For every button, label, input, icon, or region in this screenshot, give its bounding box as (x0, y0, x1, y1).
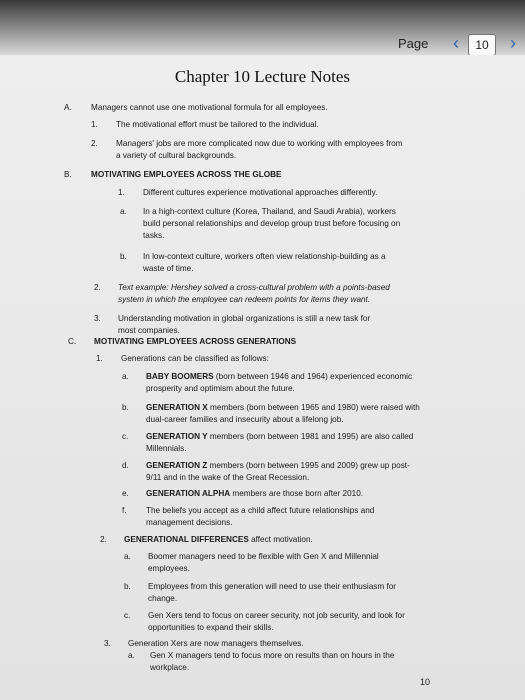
section-b-heading: MOTIVATING EMPLOYEES ACROSS THE GLOBE (91, 170, 282, 179)
generation-desc: members are those born after 2010. (230, 489, 364, 498)
list-item-label: a. (122, 372, 129, 381)
section-c-label: C. (68, 337, 77, 346)
list-item-text (146, 402, 420, 414)
list-item-label: c. (124, 611, 131, 620)
list-item-text: Gen Xers tend to focus on career security, not job security, and look for (148, 611, 405, 620)
list-item-label: f. (122, 506, 127, 515)
list-item-text: Understanding motivation in global organizations is still a new task for (118, 314, 371, 323)
list-item-text: waste of time. (143, 264, 194, 273)
list-item-text: Text example: Hershey solved a cross-cultural problem with a points-based (118, 283, 390, 292)
list-item-label: 2. (94, 283, 101, 292)
list-item-text: Generation Xers are now managers themselves. (128, 639, 304, 648)
list-item-text: management decisions. (146, 518, 233, 527)
list-item-label: 1. (96, 354, 103, 363)
section-a-text: Managers cannot use one motivational formula for all employees. (91, 103, 328, 112)
generation-name: GENERATION ALPHA (146, 489, 231, 498)
list-item-text: dual-career families and insecurity about a lifelong job. (146, 415, 344, 424)
generation-name: GENERATION X (146, 403, 208, 412)
list-item-text: Gen X managers tend to focus more on results than on hours in the (150, 651, 395, 660)
list-item-label: b. (124, 582, 131, 591)
generational-differences-rest: affect motivation. (248, 535, 313, 544)
list-item-label: b. (122, 403, 129, 412)
list-item-text: The motivational effort must be tailored to the individual. (116, 120, 319, 129)
list-item-text: build personal relationships and develop group trust before focusing on (143, 219, 401, 228)
generation-desc: members (born between 1965 and 1980) were raised with (207, 403, 420, 412)
list-item-text: In low-context culture, workers often view relationship-building as a (143, 252, 386, 261)
section-a-label: A. (64, 103, 72, 112)
list-item-text (146, 488, 363, 500)
chevron-right-icon[interactable]: › (510, 33, 516, 53)
page-number: 10 (420, 677, 431, 687)
list-item-text (146, 460, 410, 472)
generation-name: GENERATION Y (146, 432, 208, 441)
list-item-label: c. (122, 432, 129, 441)
generation-desc: members (born between 1981 and 1995) are also called (207, 432, 414, 441)
chevron-left-icon[interactable]: ‹ (453, 33, 459, 53)
generational-differences: GENERATIONAL DIFFERENCES (124, 535, 249, 544)
list-item-text: employees. (148, 564, 190, 573)
list-item-text: Managers' jobs are more complicated now due to working with employees from (116, 139, 403, 148)
list-item-label: 3. (104, 639, 111, 648)
list-item-text (124, 534, 313, 546)
list-item-text: a variety of cultural backgrounds. (116, 151, 237, 160)
list-item-text (146, 431, 413, 443)
list-item-text: Generations can be classified as follows: (121, 354, 269, 363)
list-item-label: 1. (91, 120, 98, 129)
list-item-text: prosperity and optimism about the future. (146, 384, 295, 393)
generation-name: BABY BOOMERS (146, 372, 214, 381)
list-item-label: a. (120, 207, 127, 216)
list-item-label: d. (122, 461, 129, 470)
document-page (0, 55, 525, 700)
page-number-input[interactable]: 10 (468, 34, 496, 56)
list-item-text: opportunities to expand their skills. (148, 623, 274, 632)
list-item-text: In a high-context culture (Korea, Thailand, and Saudi Arabia), workers (143, 207, 396, 216)
list-item-text: Employees from this generation will need to use their enthusiasm for (148, 582, 397, 591)
page-navigation (0, 33, 525, 57)
list-item-text (146, 371, 412, 383)
page-label: Page (398, 36, 429, 51)
list-item-text: most companies. (118, 326, 180, 335)
list-item-label: e. (122, 489, 129, 498)
list-item-label: a. (128, 651, 135, 660)
generation-desc: members (born between 1995 and 2009) grew up post- (207, 461, 410, 470)
section-c-heading: MOTIVATING EMPLOYEES ACROSS GENERATIONS (94, 337, 297, 346)
list-item-text: Different cultures experience motivational approaches differently. (143, 188, 378, 197)
generation-name: GENERATION Z (146, 461, 208, 470)
list-item-label: b. (120, 252, 127, 261)
list-item-label: 2. (91, 139, 98, 148)
page-title: Chapter 10 Lecture Notes (174, 67, 351, 86)
section-b-label: B. (64, 170, 72, 179)
list-item-text: workplace. (150, 663, 190, 672)
list-item-text: The beliefs you accept as a child affect future relationships and (146, 506, 375, 515)
list-item-text: Millennials. (146, 444, 187, 453)
list-item-label: 1. (118, 188, 125, 197)
list-item-text: 9/11 and in the wake of the Great Recession. (146, 473, 310, 482)
list-item-label: a. (124, 552, 131, 561)
list-item-text: tasks. (143, 231, 165, 240)
generation-desc: (born between 1946 and 1964) experienced economic (213, 372, 413, 381)
list-item-text: system in which the employee can redeem points for items they want. (118, 295, 371, 304)
list-item-text: change. (148, 594, 178, 603)
list-item-label: 2. (100, 535, 107, 544)
list-item-label: 3. (94, 314, 101, 323)
list-item-text: Boomer managers need to be flexible with Gen X and Millennial (148, 552, 379, 561)
